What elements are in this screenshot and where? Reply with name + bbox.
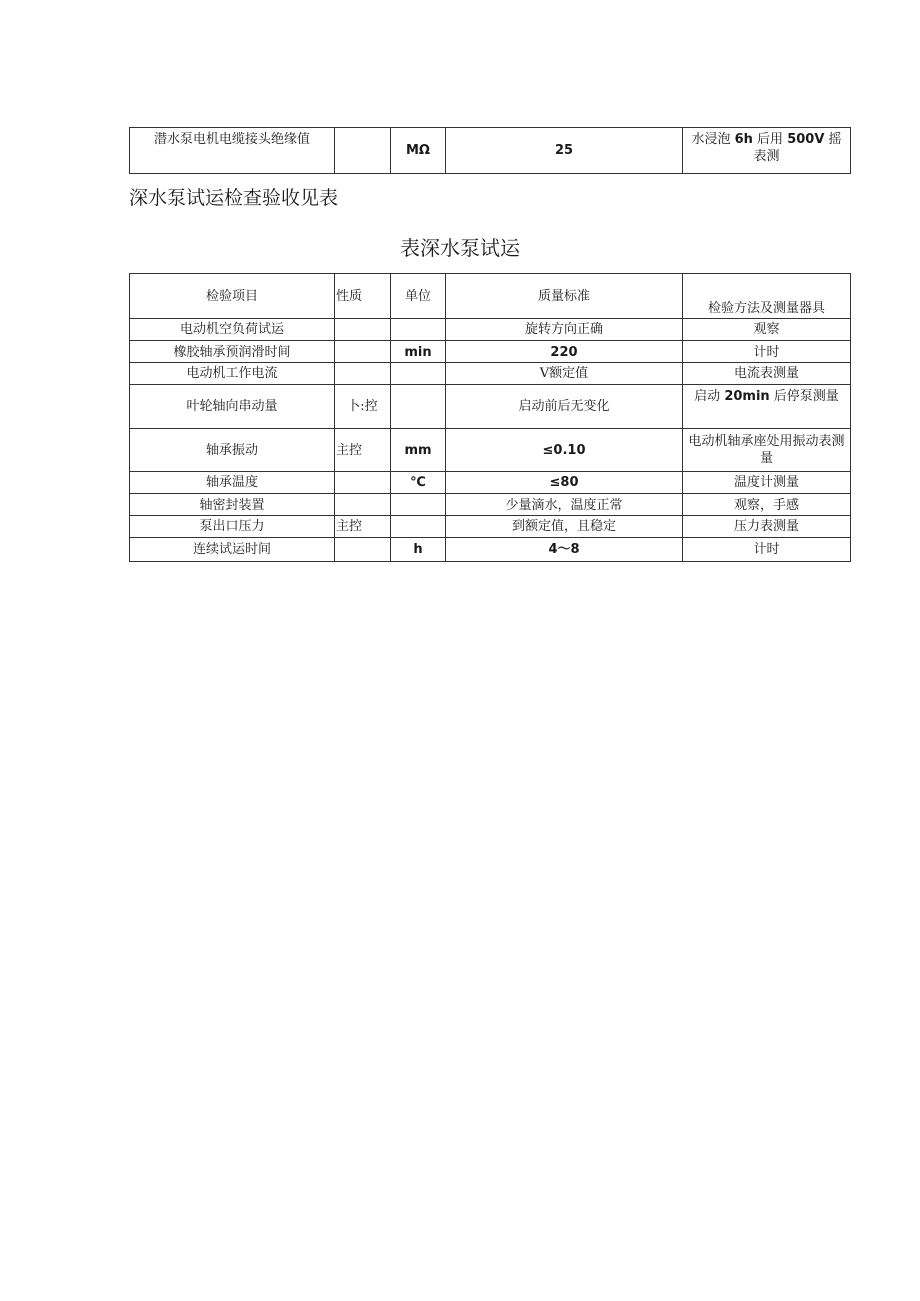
cell-standard: 220 [446,341,683,363]
top-table [129,127,851,174]
cell-unit [391,385,446,429]
cell-item: 电动机工作电流 [130,363,335,385]
cell-standard: 4～8 [446,538,683,562]
cell-item: 轴承温度 [130,472,335,494]
cell-standard: 启动前后无变化 [446,385,683,429]
table-row [130,319,851,341]
table-row [130,472,851,494]
header-row [130,274,851,319]
cell-item: 连续试运时间 [130,538,335,562]
table-row [130,385,851,429]
cell-nature: 卜:控 [335,385,391,429]
cell-method: 计时 [683,538,851,562]
cell-unit: h [391,538,446,562]
cell-item: 潜水泵电机电缆接头绝缘值 [130,128,335,174]
table-row [130,494,851,516]
table-row [130,429,851,472]
table-title: 表深水泵试运 [400,236,520,260]
cell-unit: ℃ [391,472,446,494]
cell-method: 温度计测量 [683,472,851,494]
header-standard: 质量标准 [446,274,683,319]
cell-item: 轴承振动 [130,429,335,472]
cell-nature [335,341,391,363]
cell-unit [391,494,446,516]
cell-method: 计时 [683,341,851,363]
header-nature: 性质 [335,274,391,319]
cell-unit: min [391,341,446,363]
table-row [130,538,851,562]
cell-nature [335,363,391,385]
cell-method: 观察 [683,319,851,341]
cell-standard: 少量滴水，温度正常 [446,494,683,516]
cell-item: 叶轮轴向串动量 [130,385,335,429]
table-row [130,128,851,174]
section-heading: 深水泵试运检查验收见表 [129,187,339,209]
cell-standard: ≤80 [446,472,683,494]
cell-nature: 主控 [335,516,391,538]
cell-nature [335,128,391,174]
cell-nature [335,494,391,516]
cell-item: 泵出口压力 [130,516,335,538]
cell-item: 橡胶轴承预润滑时间 [130,341,335,363]
table-row [130,363,851,385]
cell-nature: 主控 [335,429,391,472]
inspection-table [129,273,851,562]
cell-method: 压力表测量 [683,516,851,538]
header-unit: 单位 [391,274,446,319]
table-row [130,341,851,363]
cell-nature [335,472,391,494]
cell-unit [391,319,446,341]
cell-item: 电动机空负荷试运 [130,319,335,341]
cell-method: 水浸泡 6h 后用 500V 摇表测 [683,128,851,174]
cell-method: 观察，手感 [683,494,851,516]
cell-nature [335,538,391,562]
table-row [130,516,851,538]
cell-standard: 25 [446,128,683,174]
cell-standard: ≤0.10 [446,429,683,472]
cell-nature [335,319,391,341]
cell-unit: mm [391,429,446,472]
cell-unit [391,363,446,385]
cell-item: 轴密封装置 [130,494,335,516]
cell-standard: V额定值 [446,363,683,385]
header-method: 检验方法及测量器具 [683,274,851,319]
cell-method: 启动 20min 后停泵测量 [683,385,851,429]
cell-standard: 到额定值，且稳定 [446,516,683,538]
cell-method: 电动机轴承座处用振动表测量 [683,429,851,472]
cell-unit: MΩ [391,128,446,174]
cell-standard: 旋转方向正确 [446,319,683,341]
header-item: 检验项目 [130,274,335,319]
cell-unit [391,516,446,538]
cell-method: 电流表测量 [683,363,851,385]
